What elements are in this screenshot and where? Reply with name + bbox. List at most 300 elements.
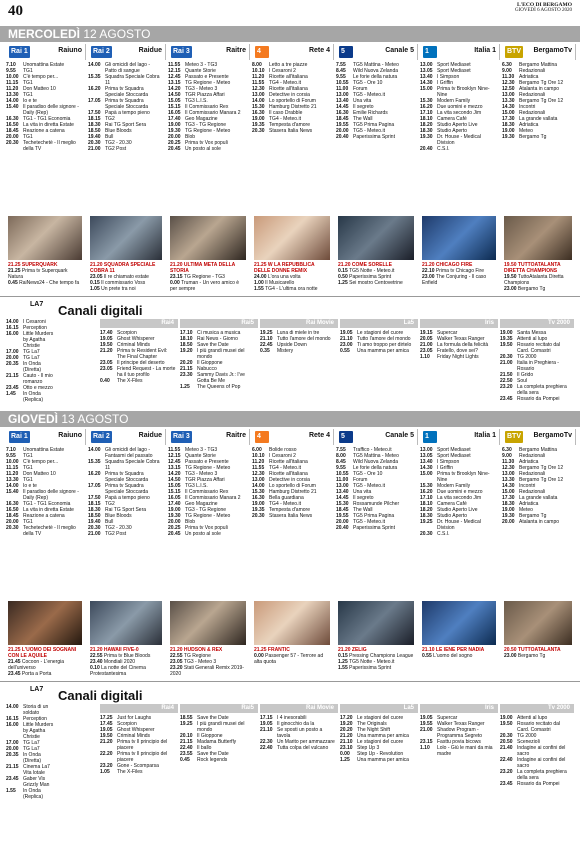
program-title: Santa Messa bbox=[517, 330, 547, 336]
program-entry bbox=[254, 286, 330, 292]
program-entry bbox=[500, 360, 572, 372]
program-time: 19.20 bbox=[180, 348, 193, 354]
program-title: Redazionali bbox=[519, 68, 546, 74]
program-entry bbox=[252, 513, 330, 519]
program-time: 19.05 bbox=[100, 336, 113, 342]
program-time: 10.00 bbox=[6, 459, 19, 465]
page-number: 40 bbox=[8, 3, 23, 19]
channel-name: BergamoTv bbox=[533, 47, 572, 54]
program-title: Prima tv Resident Evil: The Final Chapter bbox=[117, 348, 168, 360]
program-time: 20.00 bbox=[336, 519, 349, 525]
program-title: Prima tv Squadra Speciale Stoccarda bbox=[105, 86, 149, 98]
program-title: Bergamo Tg Ore 12 bbox=[519, 465, 564, 471]
program-time: 0.45 bbox=[180, 757, 190, 763]
program-title: Ti amo troppo per dirtelo bbox=[357, 342, 412, 348]
channel-logo-icon: Rai 1 bbox=[9, 46, 30, 58]
program-title: Indagine ai confini del sacro bbox=[517, 745, 566, 757]
program-time: 19.00 bbox=[502, 507, 515, 513]
program-title: Step Up 3 bbox=[357, 745, 380, 751]
canali-digitali-title: Canali digitali bbox=[58, 688, 143, 703]
program-entry bbox=[500, 745, 572, 757]
program-time: 1.45 bbox=[6, 391, 16, 397]
program-entry bbox=[260, 348, 336, 354]
program-title: Quante Storie bbox=[185, 453, 216, 459]
evening-schedule-3 bbox=[254, 647, 330, 665]
program-title: I Cesaroni 2 bbox=[269, 68, 296, 74]
program-time: 11.00 bbox=[336, 86, 349, 92]
program-entry bbox=[6, 140, 82, 152]
program-title: Studio Aperto bbox=[437, 513, 468, 519]
paper-name: L'ECO DI BERGAMO bbox=[516, 2, 572, 8]
program-title: Cocoon - L'energia dell'universo bbox=[8, 659, 64, 671]
program-title: TG Regione - Meteo bbox=[185, 465, 231, 471]
program-title: ZELIG bbox=[351, 647, 367, 653]
program-time: 16.05 bbox=[168, 495, 181, 501]
program-time: 21.10 bbox=[340, 336, 353, 342]
program-time: 21.20 bbox=[90, 647, 104, 653]
program-time: 19.30 bbox=[168, 128, 181, 134]
program-time: 20.35 bbox=[6, 361, 19, 367]
program-entry bbox=[500, 781, 572, 787]
program-title: Unomattina Estate bbox=[23, 447, 65, 453]
program-time: 15.00 bbox=[502, 110, 515, 116]
program-time: 14.00 bbox=[252, 98, 265, 104]
program-time: 23.15 bbox=[170, 274, 184, 280]
digital-schedule-3 bbox=[340, 715, 416, 811]
program-title: La vita in diretta Estate bbox=[23, 507, 74, 513]
program-time: 17.50 bbox=[88, 495, 101, 501]
program-title: Detective in corsia bbox=[269, 477, 310, 483]
program-title: TG La7 bbox=[23, 349, 40, 355]
program-time: 20.00 bbox=[168, 519, 181, 525]
program-title: Traffico - Meteo.it bbox=[353, 447, 392, 453]
program-time: 9.00 bbox=[502, 453, 512, 459]
program-time: 14.45 bbox=[336, 495, 349, 501]
program-title: TG3 - Meteo 3 bbox=[185, 86, 218, 92]
program-entry bbox=[6, 104, 82, 116]
program-time: 21.20 bbox=[422, 262, 436, 268]
program-time: 16.15 bbox=[6, 716, 19, 722]
evening-schedule-5 bbox=[422, 647, 496, 659]
program-entry bbox=[500, 396, 572, 402]
program-title: Otto e mezzo bbox=[23, 385, 53, 391]
program-time: 8.00 bbox=[336, 453, 346, 459]
channel-logo-icon: 1 bbox=[423, 46, 437, 58]
program-title: Atalanta in campo bbox=[519, 519, 560, 525]
program-title: Supercar bbox=[437, 715, 458, 721]
program-time: 14.50 bbox=[168, 92, 181, 98]
program-title: I più grandi musei del mondo bbox=[197, 348, 245, 360]
program-title: Se sposti un posto a tavola bbox=[277, 727, 323, 739]
program-title: C'è tempo per... bbox=[23, 459, 59, 465]
program-time: 7.55 bbox=[336, 447, 346, 453]
program-time: 22.55 bbox=[170, 653, 184, 659]
program-time: 11.30 bbox=[502, 74, 515, 80]
la7-header bbox=[6, 299, 56, 313]
program-title: The X-Files bbox=[117, 378, 143, 384]
program-entry bbox=[100, 751, 176, 763]
program-time: 18.15 bbox=[88, 116, 101, 122]
program-time: 23.05 bbox=[90, 274, 104, 280]
program-time: 20.30 bbox=[6, 525, 19, 531]
program-time: 19.50 bbox=[504, 274, 518, 280]
program-title: The Queens of Pop bbox=[197, 384, 241, 390]
program-time: 23.05 bbox=[100, 360, 113, 366]
program-time: 20.30 bbox=[6, 140, 19, 146]
program-time: 14.30 bbox=[502, 104, 515, 110]
program-title: Una vita bbox=[353, 98, 372, 104]
program-entry bbox=[100, 348, 176, 360]
program-title: Una mamma per amica bbox=[357, 348, 409, 354]
program-title: Mondiali 2020 bbox=[103, 659, 136, 665]
program-title: Italia in Preghiera - Rosario bbox=[517, 360, 559, 372]
paper-date: GIOVEDÌ 6 AGOSTO 2020 bbox=[515, 8, 572, 13]
channel-name: Raitre bbox=[226, 47, 246, 54]
program-time: 19.35 bbox=[252, 122, 265, 128]
daytime-schedule-4 bbox=[336, 62, 414, 214]
program-time: 12.50 bbox=[502, 86, 515, 92]
program-time: 13.00 bbox=[420, 447, 433, 453]
program-time: 7.10 bbox=[6, 62, 16, 68]
evening-schedule-4 bbox=[338, 262, 414, 286]
highlight-program bbox=[504, 262, 572, 274]
program-title: ULTIMA META DELLA STORIA bbox=[170, 262, 236, 274]
program-title: TG4 - Meteo.it bbox=[269, 116, 301, 122]
program-title: Rock legends bbox=[197, 757, 228, 763]
program-time: 21.00 bbox=[500, 360, 513, 366]
program-time: 23.45 bbox=[500, 396, 513, 402]
evening-schedule-6 bbox=[504, 262, 572, 292]
program-entry bbox=[340, 757, 416, 763]
evening-schedule-2 bbox=[170, 262, 246, 292]
program-title: C.S.I. bbox=[437, 531, 450, 537]
program-time: 11.55 bbox=[252, 80, 265, 86]
program-time: 17.10 bbox=[420, 110, 433, 116]
program-time: 16.30 bbox=[252, 495, 265, 501]
program-time: 19.00 bbox=[168, 122, 181, 128]
channel-logo-icon: Rai 2 bbox=[91, 46, 112, 58]
program-time: 12.30 bbox=[252, 471, 265, 477]
program-title: Forum bbox=[353, 86, 368, 92]
program-time: 15.35 bbox=[88, 74, 101, 80]
program-title: Rosario da Pompei bbox=[517, 396, 560, 402]
program-title: Geo Magazine bbox=[185, 501, 218, 507]
program-title: Techetechetè - Il meglio della TV bbox=[23, 525, 76, 537]
program-time: 14.50 bbox=[168, 477, 181, 483]
program-entry bbox=[8, 659, 82, 671]
program-time: 18.55 bbox=[180, 715, 193, 721]
channel-logo-icon: 5 bbox=[339, 431, 353, 443]
program-time: 20.45 bbox=[168, 146, 181, 152]
channel-name: Canale 5 bbox=[385, 47, 414, 54]
highlight-program bbox=[8, 647, 82, 659]
program-time: 12.15 bbox=[168, 68, 181, 74]
program-photo bbox=[90, 216, 162, 260]
channel-logo-icon: 4 bbox=[255, 431, 269, 443]
program-entry bbox=[6, 331, 56, 349]
program-entry bbox=[6, 391, 56, 403]
program-title: TG5 Mattina - Meteo bbox=[353, 62, 399, 68]
program-title: Lolo - Giù le mani da mia madre bbox=[437, 745, 493, 757]
program-title: Perception bbox=[23, 325, 47, 331]
program-title: Prima tv Squadra Speciale Stoccarda bbox=[105, 471, 149, 483]
program-time: 21.20 bbox=[100, 348, 113, 354]
program-title: Atalanta in campo bbox=[519, 86, 560, 92]
program-time: 20.30 bbox=[500, 354, 513, 360]
program-time: 7.10 bbox=[6, 447, 16, 453]
program-title: Gli omicidi del lago - Fantasmi del passato bbox=[105, 447, 153, 459]
program-time: 20.25 bbox=[168, 140, 181, 146]
program-title: TG5 Prima Pagina bbox=[353, 513, 395, 519]
program-title: TG5 Prima Pagina bbox=[353, 122, 395, 128]
program-entry bbox=[420, 134, 496, 146]
program-title: Il commissario Voss bbox=[101, 280, 146, 286]
program-time: 15.05 bbox=[168, 483, 181, 489]
program-title: Squadra Speciale Cobra 11 bbox=[105, 74, 160, 86]
program-entry bbox=[6, 704, 56, 716]
program-time: 11.55 bbox=[168, 62, 181, 68]
program-title: Paperissima Sprint bbox=[353, 525, 395, 531]
program-time: 17.25 bbox=[100, 715, 113, 721]
program-title: Lo sportello di Forum bbox=[269, 483, 316, 489]
program-title: Bergamo Tg bbox=[519, 513, 547, 519]
program-title: Reazione a catena bbox=[23, 513, 65, 519]
program-title: TG5 - Meteo.it bbox=[353, 128, 385, 134]
channel-logo-icon: Rai 1 bbox=[9, 431, 30, 443]
program-title: Gaber Vis Grizzly Man bbox=[23, 776, 50, 788]
program-title: La formula della felicità bbox=[437, 342, 489, 348]
program-time: 20.25 bbox=[168, 525, 181, 531]
program-time: 23.45 bbox=[500, 781, 513, 787]
program-time: 20.50 bbox=[500, 739, 513, 745]
program-time: 16.20 bbox=[88, 471, 101, 477]
program-title: Bergamo Tg Ore 12 bbox=[519, 477, 564, 483]
program-title: Reazione a catena bbox=[23, 128, 65, 134]
program-time: 21.45 bbox=[8, 659, 22, 665]
program-time: 23.00 bbox=[504, 286, 518, 292]
program-time: 16.50 bbox=[6, 507, 19, 513]
program-title: Scenezioli bbox=[517, 739, 540, 745]
program-time: 15.40 bbox=[6, 489, 19, 495]
program-time: 21.00 bbox=[420, 727, 433, 733]
program-time: 0.00 bbox=[340, 751, 350, 757]
program-time: 19.25 bbox=[260, 330, 273, 336]
program-time: 12.30 bbox=[252, 86, 265, 92]
program-title: Bull bbox=[105, 519, 114, 525]
program-time: 21.25 bbox=[8, 647, 22, 653]
program-time: 21.50 bbox=[500, 372, 513, 378]
program-title: TG5 Mattina - Meteo bbox=[353, 453, 399, 459]
program-time: 14.00 bbox=[6, 704, 19, 710]
program-time: 21.10 bbox=[422, 647, 436, 653]
digital-channel-header: Rai4 bbox=[100, 319, 178, 328]
program-title: Il Commissario Manara 2 bbox=[185, 495, 241, 501]
program-title: TG Regione - TG3 bbox=[183, 274, 225, 280]
program-title: Le stagioni del cuore bbox=[357, 739, 404, 745]
program-time: 13.30 bbox=[6, 92, 19, 98]
program-title: Adriatica bbox=[519, 459, 539, 465]
channel-header bbox=[252, 44, 334, 60]
daytime-schedule-6 bbox=[502, 62, 572, 214]
program-entry bbox=[88, 471, 162, 483]
program-title: COME SORELLE bbox=[351, 262, 392, 268]
program-time: 21.20 bbox=[340, 733, 353, 739]
program-entry bbox=[6, 373, 56, 385]
program-title: Ricette all'italiana bbox=[269, 74, 308, 80]
program-entry bbox=[6, 788, 56, 800]
program-time: 19.00 bbox=[500, 715, 513, 721]
program-title: Prima tv Vox populi bbox=[185, 525, 228, 531]
program-time: 16.20 bbox=[420, 489, 433, 495]
program-time: 13.00 bbox=[336, 483, 349, 489]
program-title: TG1 bbox=[23, 519, 33, 525]
program-title: Walker Texas Ranger bbox=[437, 721, 485, 727]
program-title: HAWAII FIVE-0 bbox=[103, 647, 139, 653]
program-title: Una mamma per amica bbox=[357, 733, 409, 739]
program-time: 18.15 bbox=[88, 501, 101, 507]
program-time: 10.55 bbox=[336, 471, 349, 477]
program-time: 19.20 bbox=[340, 721, 353, 727]
program-time: 20.00 bbox=[168, 134, 181, 140]
channel-header bbox=[502, 44, 576, 60]
program-time: 12.45 bbox=[168, 74, 181, 80]
program-title: Blue Bloods bbox=[105, 513, 132, 519]
daytime-schedule-2 bbox=[168, 62, 246, 214]
program-time: 10.55 bbox=[336, 80, 349, 86]
program-time: 19.35 bbox=[500, 336, 513, 342]
program-title: Il ginocchio da la bbox=[277, 721, 315, 727]
program-title: La grande vallata bbox=[519, 495, 558, 501]
program-title: Due uomini e mezzo bbox=[437, 489, 483, 495]
program-time: 11.20 bbox=[6, 471, 19, 477]
program-time: 18.30 bbox=[502, 122, 515, 128]
program-time: 20.30 bbox=[500, 733, 513, 739]
program-time: 13.00 bbox=[252, 92, 265, 98]
channel-name: Italia 1 bbox=[474, 47, 496, 54]
program-time: 16.30 bbox=[6, 116, 19, 122]
program-title: I Cesaroni 2 bbox=[269, 453, 296, 459]
program-time: 23.05 bbox=[420, 348, 433, 354]
program-time: 18.45 bbox=[6, 513, 19, 519]
program-title: TG3 - TG Regione bbox=[185, 122, 227, 128]
program-title: Walker Texas Ranger bbox=[437, 336, 485, 342]
program-time: 14.00 bbox=[6, 98, 19, 104]
program-time: 0.15 bbox=[338, 268, 350, 274]
channel-header bbox=[252, 429, 334, 445]
program-title: TG La7 bbox=[23, 746, 40, 752]
program-title: La completa preghiera della sera bbox=[517, 384, 567, 396]
channel-logo-icon: Rai 3 bbox=[171, 46, 192, 58]
channel-name: Raidue bbox=[138, 47, 162, 54]
program-entry bbox=[88, 98, 162, 110]
program-title: TG3 - TG Regione bbox=[185, 507, 227, 513]
program-title: Le stagioni del cuore bbox=[357, 715, 404, 721]
program-title: TGR Piazza Affari bbox=[185, 477, 225, 483]
program-title: Sport Mediaset bbox=[437, 68, 471, 74]
program-title: Hamburg Distretto 21 bbox=[269, 104, 317, 110]
program-title: Stasera Italia News bbox=[269, 128, 313, 134]
program-entry bbox=[504, 274, 572, 286]
program-title: LE IENE PER NADIA bbox=[435, 647, 485, 653]
channel-logo-icon: BTV bbox=[505, 431, 523, 443]
program-time: 17.20 bbox=[340, 715, 353, 721]
program-time: 19.30 bbox=[420, 134, 433, 140]
program-title: L'uomo del sogno bbox=[433, 653, 473, 659]
program-time: 17.10 bbox=[420, 495, 433, 501]
program-title: Lo sportello di Forum bbox=[269, 98, 316, 104]
la7-logo-icon: LA7 bbox=[30, 686, 44, 693]
program-time: 6.30 bbox=[502, 447, 512, 453]
program-time: 9.55 bbox=[6, 68, 16, 74]
program-title: Sport Mediaset bbox=[437, 447, 471, 453]
program-time: 21.15 bbox=[6, 764, 19, 770]
day-date: 13 AGOSTO bbox=[58, 412, 129, 426]
program-title: La vita secondo Jim bbox=[437, 110, 482, 116]
program-entry bbox=[420, 354, 496, 360]
program-entry bbox=[180, 721, 256, 733]
program-time: 17.45 bbox=[100, 721, 113, 727]
program-title: Rosario recitato dal Card. Comastri bbox=[517, 342, 561, 354]
program-entry bbox=[504, 653, 572, 659]
program-title: Truman - Un vero amico è per sempre bbox=[170, 280, 240, 292]
program-title: Forum bbox=[353, 477, 368, 483]
program-time: 17.30 bbox=[502, 495, 515, 501]
program-title: Shadow Program - Programma Segreto bbox=[437, 727, 483, 739]
program-title: TG1 bbox=[23, 465, 33, 471]
program-time: 0.45 bbox=[8, 280, 20, 286]
program-time: 13.30 bbox=[502, 477, 515, 483]
program-time: 22.50 bbox=[500, 378, 513, 384]
program-title: Camera Café bbox=[437, 501, 467, 507]
program-title: The Wall bbox=[353, 507, 373, 513]
program-entry bbox=[260, 727, 336, 739]
program-entry bbox=[504, 286, 572, 292]
program-entry bbox=[170, 665, 246, 677]
program-title: Soul bbox=[517, 378, 528, 384]
program-title: TG2 Post bbox=[105, 146, 127, 152]
program-title: Passato e Presente bbox=[185, 74, 229, 80]
highlight-program bbox=[90, 262, 162, 274]
program-time: 14.30 bbox=[420, 465, 433, 471]
program-time: 15.15 bbox=[168, 489, 181, 495]
program-time: 22.40 bbox=[180, 745, 193, 751]
program-time: 17.05 bbox=[88, 483, 101, 489]
program-entry bbox=[420, 531, 496, 537]
program-entry bbox=[180, 348, 256, 360]
program-time: 20.20 bbox=[180, 360, 193, 366]
channel-name: Raiuno bbox=[58, 47, 82, 54]
program-time: 21.10 bbox=[260, 336, 273, 342]
channel-name: BergamoTv bbox=[533, 432, 572, 439]
program-title: Due uomini e mezzo bbox=[437, 104, 483, 110]
program-time: 18.45 bbox=[336, 116, 349, 122]
program-title: In Onda (Diretta) bbox=[23, 752, 42, 764]
daytime-schedule-5 bbox=[420, 62, 496, 214]
program-time: 15.00 bbox=[420, 86, 433, 92]
program-title: The Conjuring - Il caso Enfield bbox=[422, 274, 487, 286]
digital-channel-header: Rai5 bbox=[180, 704, 258, 713]
program-title: La completa preghiera della sera bbox=[517, 769, 567, 781]
program-time: 19.50 bbox=[100, 733, 113, 739]
program-title: I 4 inesorabili bbox=[277, 715, 307, 721]
program-title: Wild Nuova Zelanda bbox=[353, 68, 399, 74]
program-entry bbox=[6, 489, 82, 501]
program-time: 11.15 bbox=[6, 80, 19, 86]
program-entry bbox=[88, 531, 162, 537]
program-title: SQUADRA SPECIALE COBRA 11 bbox=[90, 262, 156, 274]
program-title: TG5 Notte - Meteo.it bbox=[349, 659, 395, 665]
program-title: Modern Family bbox=[437, 483, 471, 489]
